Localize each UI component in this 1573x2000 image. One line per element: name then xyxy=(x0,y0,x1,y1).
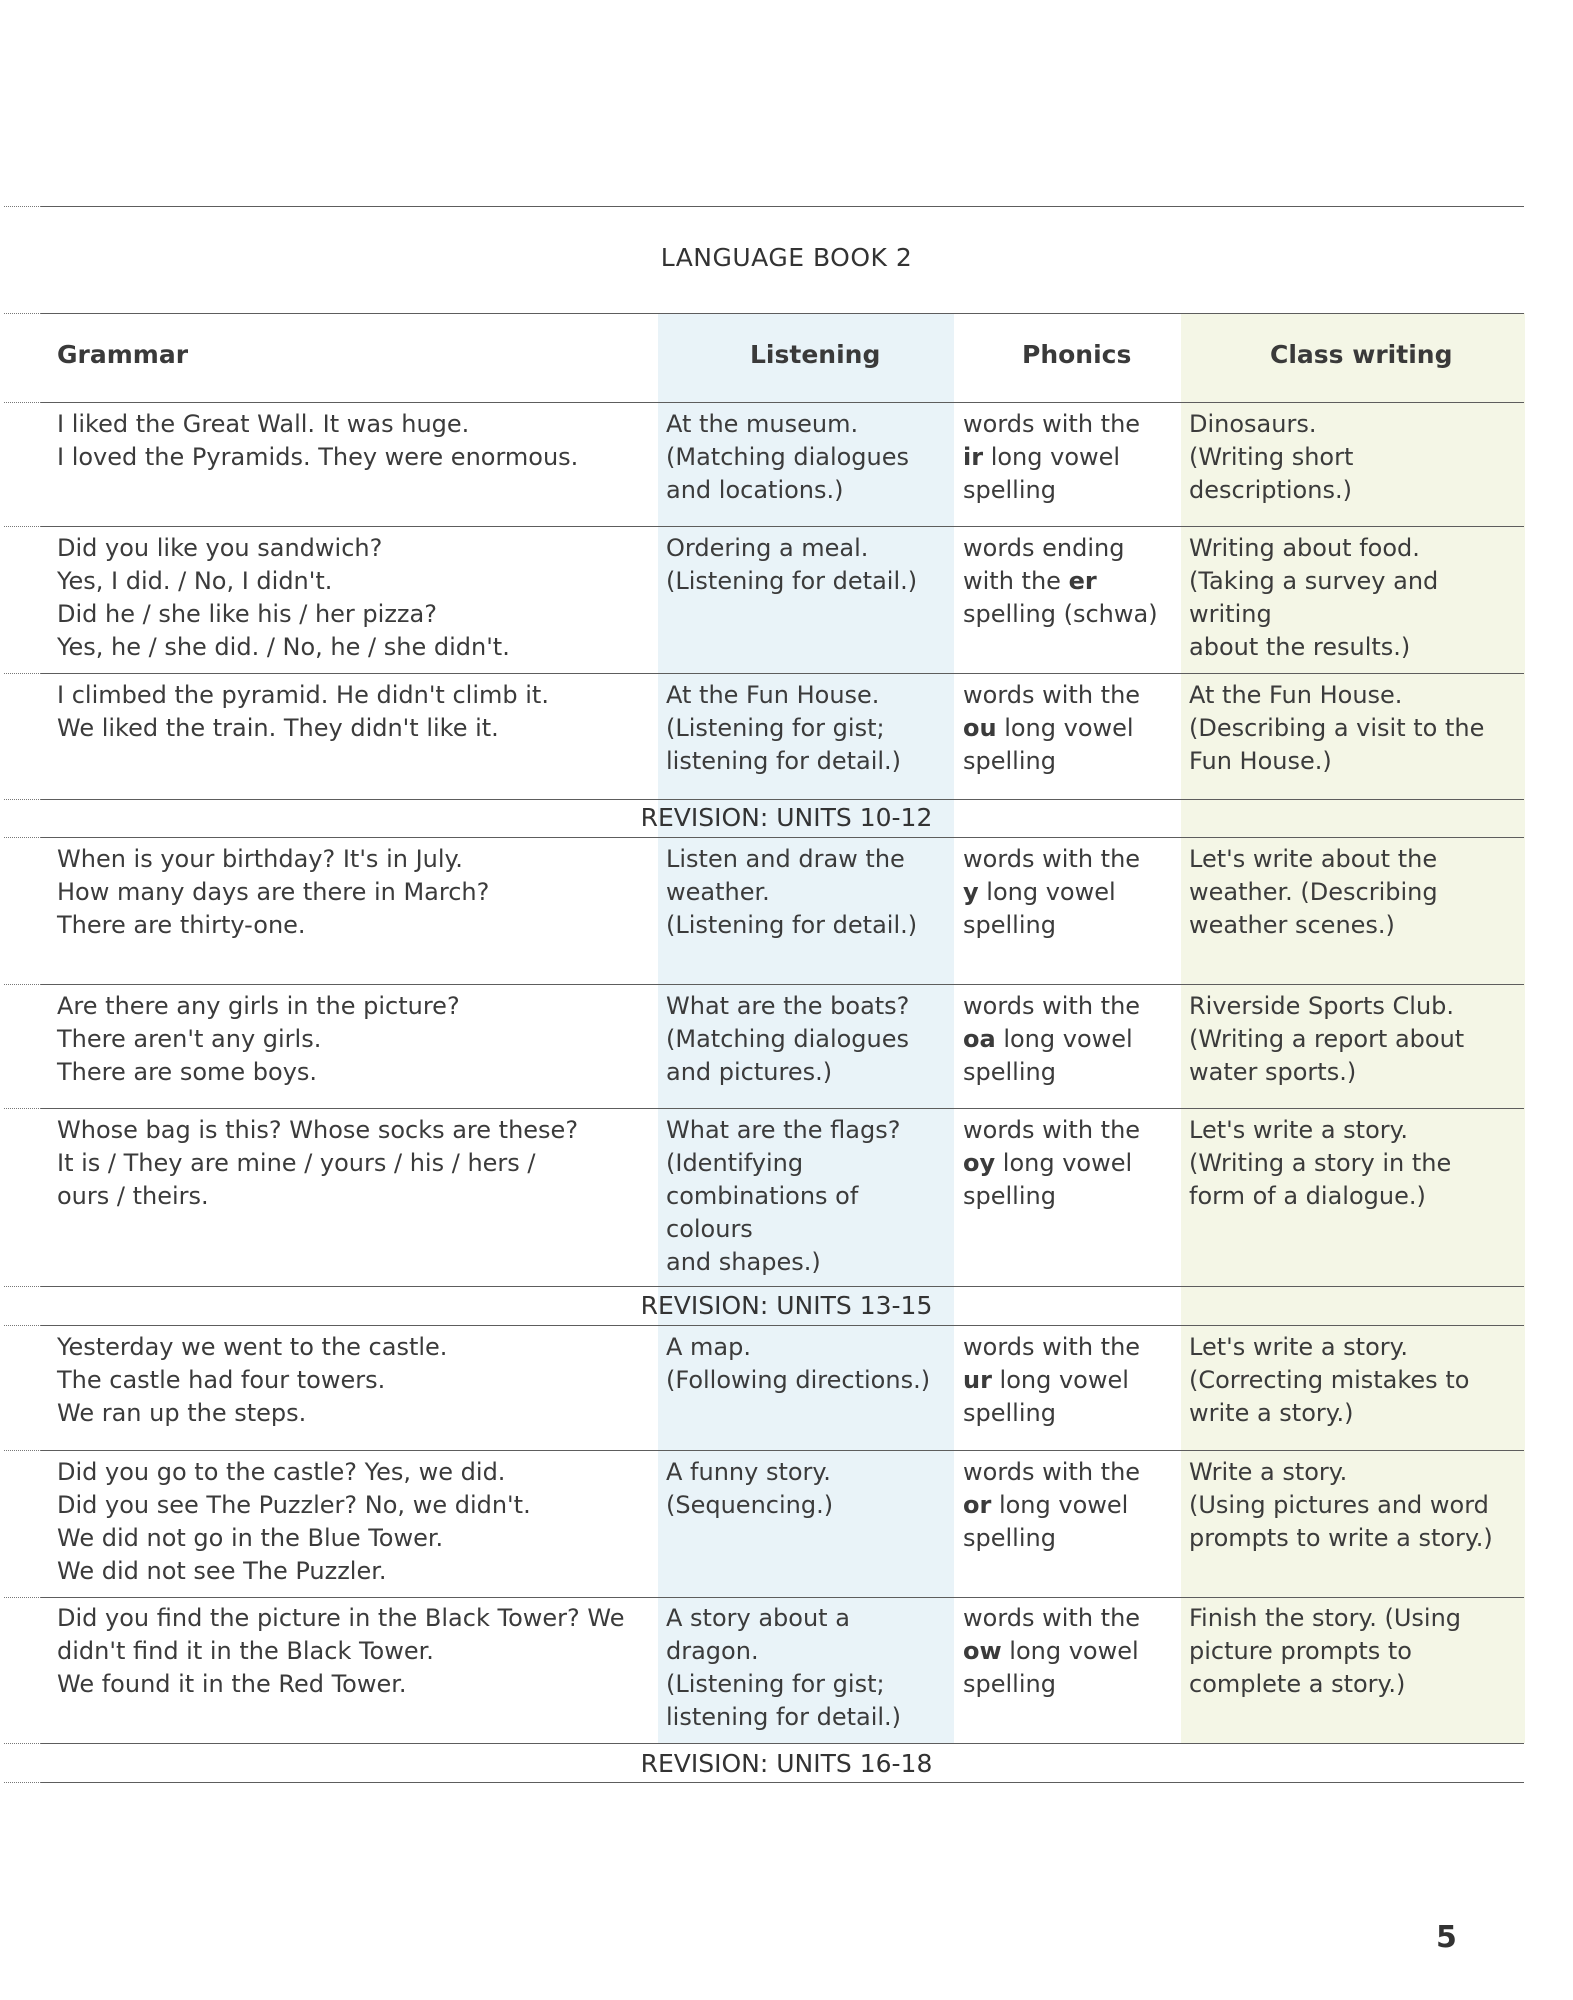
grammar-cell: Did you like you sandwich? Yes, I did. / No, I didn't. Did he / she like his / her pizza? Yes, he / she did. / No, he / she didn't. xyxy=(57,534,510,661)
header-phonics: Phonics xyxy=(1022,340,1132,369)
phonics-cell xyxy=(963,1331,1173,1430)
header-grammar: Grammar xyxy=(57,340,189,369)
phonics-text: long vowel spelling xyxy=(963,1149,1133,1210)
phonics-spelling: ir xyxy=(963,443,984,471)
phonics-cell xyxy=(963,1602,1173,1701)
grammar-cell: I liked the Great Wall. It was huge. I loved the Pyramids. They were enormous. xyxy=(57,410,579,471)
listening-cell: Listen and draw the weather. (Listening for detail.) xyxy=(666,845,918,939)
top-rule xyxy=(41,206,1524,207)
class-writing-cell: Let's write a story. (Correcting mistakes to write a story.) xyxy=(1189,1333,1470,1427)
grammar-cell: Did you go to the castle? Yes, we did. Did you see The Puzzler? No, we didn't. We did not go in the Blue Tower. We did not see The Puzzler. xyxy=(57,1458,531,1585)
row-divider xyxy=(41,673,1524,674)
phonics-text: long vowel spelling xyxy=(963,1025,1133,1086)
listening-cell: A map. (Following directions.) xyxy=(666,1333,931,1394)
grammar-cell: Did you find the picture in the Black Tower? We didn't find it in the Black Tower. We found it in the Red Tower. xyxy=(57,1604,625,1698)
grammar-cell: When is your birthday? It's in July. How many days are there in March? There are thirty-one. xyxy=(57,845,490,939)
grammar-cell: Whose bag is this? Whose socks are these? It is / They are mine / yours / his / hers / ours / theirs. xyxy=(57,1116,579,1210)
row-divider xyxy=(41,1743,1524,1744)
phonics-spelling: er xyxy=(1068,567,1097,595)
phonics-spelling: ow xyxy=(963,1637,1002,1665)
phonics-text: words with the xyxy=(963,1116,1141,1144)
row-divider xyxy=(41,1286,1524,1287)
grammar-cell: Are there any girls in the picture? There aren't any girls. There are some boys. xyxy=(57,992,460,1086)
phonics-text: long vowel spelling xyxy=(963,1637,1139,1698)
phonics-text: words with the xyxy=(963,681,1141,709)
phonics-cell xyxy=(963,1114,1173,1213)
grammar-cell: I climbed the pyramid. He didn't climb it. We liked the train. They didn't like it. xyxy=(57,681,549,742)
phonics-text: words with the xyxy=(963,1333,1141,1361)
phonics-cell xyxy=(963,408,1173,507)
header-class-writing: Class writing xyxy=(1270,340,1453,369)
phonics-text: long vowel spelling xyxy=(963,1491,1129,1552)
class-writing-cell: Writing about food. (Taking a survey and writing about the results.) xyxy=(1189,534,1439,661)
row-divider xyxy=(41,526,1524,527)
revision-label: REVISION: UNITS 13-15 xyxy=(640,1291,933,1320)
phonics-text: words with the xyxy=(963,1458,1141,1486)
listening-cell: At the museum. (Matching dialogues and locations.) xyxy=(666,410,910,504)
phonics-spelling: oa xyxy=(963,1025,996,1053)
row-divider xyxy=(41,984,1524,985)
revision-label: REVISION: UNITS 10-12 xyxy=(640,803,933,832)
class-writing-cell: Finish the story. (Using picture prompts to complete a story.) xyxy=(1189,1604,1462,1698)
phonics-text: words ending with the xyxy=(963,534,1125,595)
row-divider xyxy=(41,1597,1524,1598)
bottom-rule xyxy=(41,1782,1524,1783)
listening-cell: Ordering a meal. (Listening for detail.) xyxy=(666,534,918,595)
phonics-spelling: or xyxy=(963,1491,992,1519)
phonics-cell xyxy=(963,679,1173,778)
phonics-text: words with the xyxy=(963,1604,1141,1632)
row-divider xyxy=(41,1450,1524,1451)
revision-label: REVISION: UNITS 16-18 xyxy=(640,1749,933,1778)
phonics-text: words with the xyxy=(963,410,1141,438)
listening-cell: What are the boats? (Matching dialogues and pictures.) xyxy=(666,992,910,1086)
phonics-spelling: ou xyxy=(963,714,997,742)
listening-cell: At the Fun House. (Listening for gist; listening for detail.) xyxy=(666,681,902,775)
class-writing-cell: Dinosaurs. (Writing short descriptions.) xyxy=(1189,410,1354,504)
phonics-text: long vowel spelling xyxy=(963,1366,1129,1427)
page-number: 5 xyxy=(1436,1920,1457,1955)
phonics-cell xyxy=(963,843,1173,942)
class-writing-cell: Let's write a story. (Writing a story in the form of a dialogue.) xyxy=(1189,1116,1452,1210)
header-bottom-rule xyxy=(41,402,1524,403)
phonics-text: spelling (schwa) xyxy=(963,600,1158,628)
phonics-text: long vowel spelling xyxy=(963,443,1121,504)
header-top-rule xyxy=(41,313,1524,314)
class-writing-cell: Riverside Sports Club. (Writing a report about water sports.) xyxy=(1189,992,1465,1086)
phonics-cell xyxy=(963,532,1173,631)
grammar-cell: Yesterday we went to the castle. The castle had four towers. We ran up the steps. xyxy=(57,1333,448,1427)
phonics-text: long vowel spelling xyxy=(963,714,1134,775)
book-title: LANGUAGE BOOK 2 xyxy=(660,243,913,272)
row-divider xyxy=(41,1108,1524,1109)
phonics-text: words with the xyxy=(963,992,1141,1020)
phonics-text: long vowel spelling xyxy=(963,878,1116,939)
class-writing-cell: At the Fun House. (Describing a visit to the Fun House.) xyxy=(1189,681,1485,775)
header-listening: Listening xyxy=(750,340,881,369)
phonics-text: words with the xyxy=(963,845,1141,873)
phonics-spelling: oy xyxy=(963,1149,996,1177)
listening-cell: What are the flags? (Identifying combinations of colours and shapes.) xyxy=(666,1116,901,1276)
phonics-cell xyxy=(963,990,1173,1089)
row-divider xyxy=(41,1325,1524,1326)
class-writing-cell: Let's write about the weather. (Describing weather scenes.) xyxy=(1189,845,1438,939)
class-writing-cell: Write a story. (Using pictures and word prompts to write a story.) xyxy=(1189,1458,1493,1552)
listening-cell: A story about a dragon. (Listening for gist; listening for detail.) xyxy=(666,1604,902,1731)
phonics-spelling: ur xyxy=(963,1366,992,1394)
listening-cell: A funny story. (Sequencing.) xyxy=(666,1458,834,1519)
row-divider xyxy=(41,799,1524,800)
row-divider xyxy=(41,837,1524,838)
phonics-spelling: y xyxy=(963,878,979,906)
phonics-cell xyxy=(963,1456,1173,1555)
